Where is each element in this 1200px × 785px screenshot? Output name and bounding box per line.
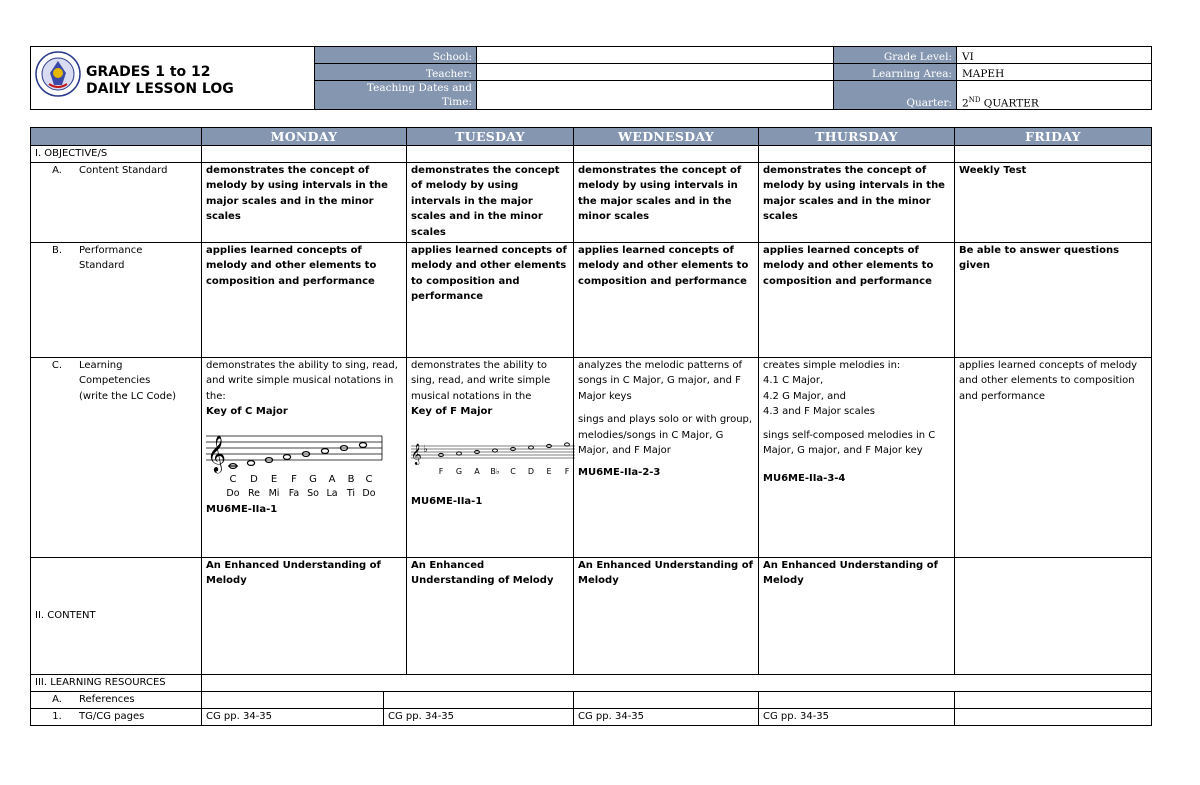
f-scale-letter-5: C [510, 466, 516, 476]
c-scale-letter-8: C [365, 473, 373, 485]
competencies-tuesday-text: demonstrates the ability to sing, read, and write simple musical notations in the [411, 359, 551, 402]
tg-pages-monday: CG pp. 34-35 [202, 708, 384, 725]
c-scale-syllable-5: So [307, 487, 319, 498]
references-row [31, 691, 1152, 708]
quarter-number: 2 [962, 97, 969, 109]
f-scale-letter-7: E [546, 466, 552, 476]
day-wednesday: WEDNESDAY [574, 128, 759, 146]
day-friday: FRIDAY [955, 128, 1152, 146]
c-scale-letter-3: E [270, 473, 278, 485]
grade-level-value: VI [957, 47, 1152, 64]
c-scale-letter-5: G [309, 473, 317, 485]
performance-standard-row [31, 242, 1152, 357]
c-scale-syllable-1: Do [226, 487, 240, 498]
performance-standard-text-1: Performance [79, 244, 143, 256]
day-monday: MONDAY [202, 128, 407, 146]
competencies-text-3: (write the LC Code) [79, 390, 177, 402]
c-scale-syllable-3: Mi [268, 487, 280, 498]
school-value [477, 47, 834, 64]
tg-pages-row [31, 708, 1152, 725]
content-section-label: II. CONTENT [31, 557, 202, 674]
c-major-scale-staff [206, 420, 386, 498]
teaching-dates-label-line1: Teaching Dates and [366, 82, 472, 94]
tg-pages-number: 1. [52, 710, 62, 722]
c-major-notes [228, 442, 367, 468]
performance-standard-thursday: applies learned concepts of melody and other elements to composition and performance [759, 242, 955, 357]
c-scale-syllable-4: Fa [288, 487, 300, 498]
learning-area-value: MAPEH [957, 64, 1152, 81]
title-block [31, 47, 315, 110]
content-standard-tuesday: demonstrates the concept of melody by using intervals in the major scales and in the minor scales [407, 162, 574, 242]
lesson-log-table [30, 127, 1152, 726]
flat-sign-icon: ♭ [423, 443, 428, 455]
performance-standard-wednesday: applies learned concepts of melody and other elements to composition and performance [574, 242, 759, 357]
references-letter: A. [52, 693, 62, 705]
objectives-section-row [31, 146, 1152, 163]
references-label [31, 691, 202, 708]
quarter-label: Quarter: [834, 81, 957, 110]
school-label: School: [315, 47, 477, 64]
f-scale-letter-1: F [438, 466, 444, 476]
header-table [30, 46, 1152, 110]
treble-clef-small-icon: 𝄞 [411, 443, 422, 465]
day-header-row [31, 128, 1152, 146]
competencies-thursday [759, 357, 955, 557]
content-tuesday: An Enhanced Understanding of Melody [407, 557, 574, 674]
f-scale-letter-2: G [455, 466, 463, 476]
competencies-wednesday-p2: sings and plays solo or with group, melodies/songs in C Major, G Major, and F Major [578, 414, 753, 456]
competencies-monday-key: Key of C Major [206, 406, 288, 417]
day-thursday: THURSDAY [759, 128, 955, 146]
resources-section-row [31, 674, 1152, 691]
objectives-section-label: I. OBJECTIVE/S [31, 146, 202, 163]
competencies-label [31, 357, 202, 557]
c-scale-syllable-6: La [326, 487, 338, 498]
content-friday [955, 557, 1152, 674]
competencies-monday [202, 357, 407, 557]
c-scale-letter-7: B [347, 473, 355, 485]
title-line-1: GRADES 1 to 12 [86, 64, 211, 80]
content-standard-monday: demonstrates the concept of melody by using intervals in the major scales and in the minor scales [202, 162, 407, 242]
competencies-text-1: Learning [79, 359, 123, 371]
references-text: References [79, 693, 135, 705]
content-standard-label [31, 162, 202, 242]
f-scale-letter-8: F [564, 466, 570, 476]
c-scale-letter-6: A [328, 473, 336, 485]
content-thursday: An Enhanced Understanding of Melody [759, 557, 955, 674]
title-line-2: DAILY LESSON LOG [86, 81, 234, 97]
c-scale-syllable-8: Do [362, 487, 376, 498]
content-monday: An Enhanced Understanding of Melody [202, 557, 407, 674]
teacher-value [477, 64, 834, 81]
tg-pages-thursday: CG pp. 34-35 [759, 708, 955, 725]
c-scale-syllable-7: Ti [346, 487, 356, 498]
performance-standard-tuesday: applies learned concepts of melody and other elements to composition and performance [407, 242, 574, 357]
competencies-tuesday-key: Key of F Major [411, 406, 493, 417]
day-tuesday: TUESDAY [407, 128, 574, 146]
c-scale-syllable-2: Re [247, 487, 261, 498]
quarter-value [957, 81, 1152, 110]
competencies-tuesday [407, 357, 574, 557]
quarter-ordinal: ND [968, 95, 981, 104]
competencies-thursday-p2: sings self-composed melodies in C Major, G major, and F Major key [763, 429, 936, 456]
tg-pages-text: TG/CG pages [79, 710, 145, 722]
grade-level-label: Grade Level: [834, 47, 957, 64]
treble-clef-icon: 𝄞 [207, 433, 226, 472]
content-standard-thursday: demonstrates the concept of melody by using intervals in the major scales and in the minor scales [759, 162, 955, 242]
competencies-wednesday-code: MU6ME-IIa-2-3 [578, 466, 661, 478]
f-major-scale-staff [411, 436, 575, 486]
performance-standard-monday: applies learned concepts of melody and other elements to composition and performance [202, 242, 407, 357]
learning-area-label: Learning Area: [834, 64, 957, 81]
competencies-thursday-line2: 4.2 G Major, and [763, 390, 846, 402]
f-scale-letter-4: B♭ [490, 466, 500, 476]
competencies-text-2: Competencies [79, 375, 151, 386]
performance-standard-friday: Be able to answer questions given [955, 242, 1152, 357]
f-scale-letter-3: A [474, 466, 480, 476]
content-wednesday: An Enhanced Understanding of Melody [574, 557, 759, 674]
teaching-dates-value [477, 81, 834, 110]
competencies-thursday-line3: 4.3 and F Major scales [763, 406, 875, 417]
performance-standard-label [31, 242, 202, 357]
competencies-thursday-intro: creates simple melodies in: [763, 359, 901, 371]
content-standard-row [31, 162, 1152, 242]
c-scale-letter-4: F [291, 473, 297, 485]
content-row [31, 557, 1152, 674]
competencies-thursday-line1: 4.1 C Major, [763, 375, 824, 386]
tg-pages-tuesday: CG pp. 34-35 [384, 708, 574, 725]
f-scale-letter-6: D [527, 466, 535, 476]
performance-standard-text-2: Standard [79, 260, 125, 271]
content-standard-wednesday: demonstrates the concept of melody by using intervals in the major scales and in the minor scales [574, 162, 759, 242]
competencies-monday-code: MU6ME-IIa-1 [206, 503, 278, 515]
competencies-thursday-code: MU6ME-IIa-3-4 [763, 472, 846, 484]
competencies-friday: applies learned concepts of melody and other elements to composition and performance [955, 357, 1152, 557]
content-standard-text: Content Standard [79, 164, 168, 176]
tg-pages-wednesday: CG pp. 34-35 [574, 708, 759, 725]
competencies-wednesday-p1: analyzes the melodic patterns of songs in C Major, G major, and F Major keys [578, 359, 743, 402]
tg-pages-label [31, 708, 202, 725]
performance-standard-letter: B. [51, 244, 63, 256]
tg-pages-friday [955, 708, 1152, 725]
competencies-monday-text: demonstrates the ability to sing, read, and write simple musical notations in the: [206, 359, 398, 402]
content-standard-friday: Weekly Test [955, 162, 1152, 242]
deped-seal-icon [35, 51, 81, 97]
f-major-notes [439, 442, 570, 456]
competencies-letter: C. [51, 359, 63, 371]
c-scale-letter-1: C [229, 473, 237, 485]
competencies-row [31, 357, 1152, 557]
day-header-corner [31, 128, 202, 146]
resources-section-label: III. LEARNING RESOURCES [31, 674, 202, 691]
competencies-wednesday [574, 357, 759, 557]
quarter-word: QUARTER [980, 97, 1039, 109]
c-scale-letter-2: D [250, 473, 258, 485]
teacher-label: Teacher: [315, 64, 477, 81]
content-standard-letter: A. [52, 164, 62, 176]
competencies-tuesday-code: MU6ME-IIa-1 [411, 495, 483, 507]
teaching-dates-label-line2: Time: [441, 96, 472, 108]
teaching-dates-label [315, 81, 477, 110]
